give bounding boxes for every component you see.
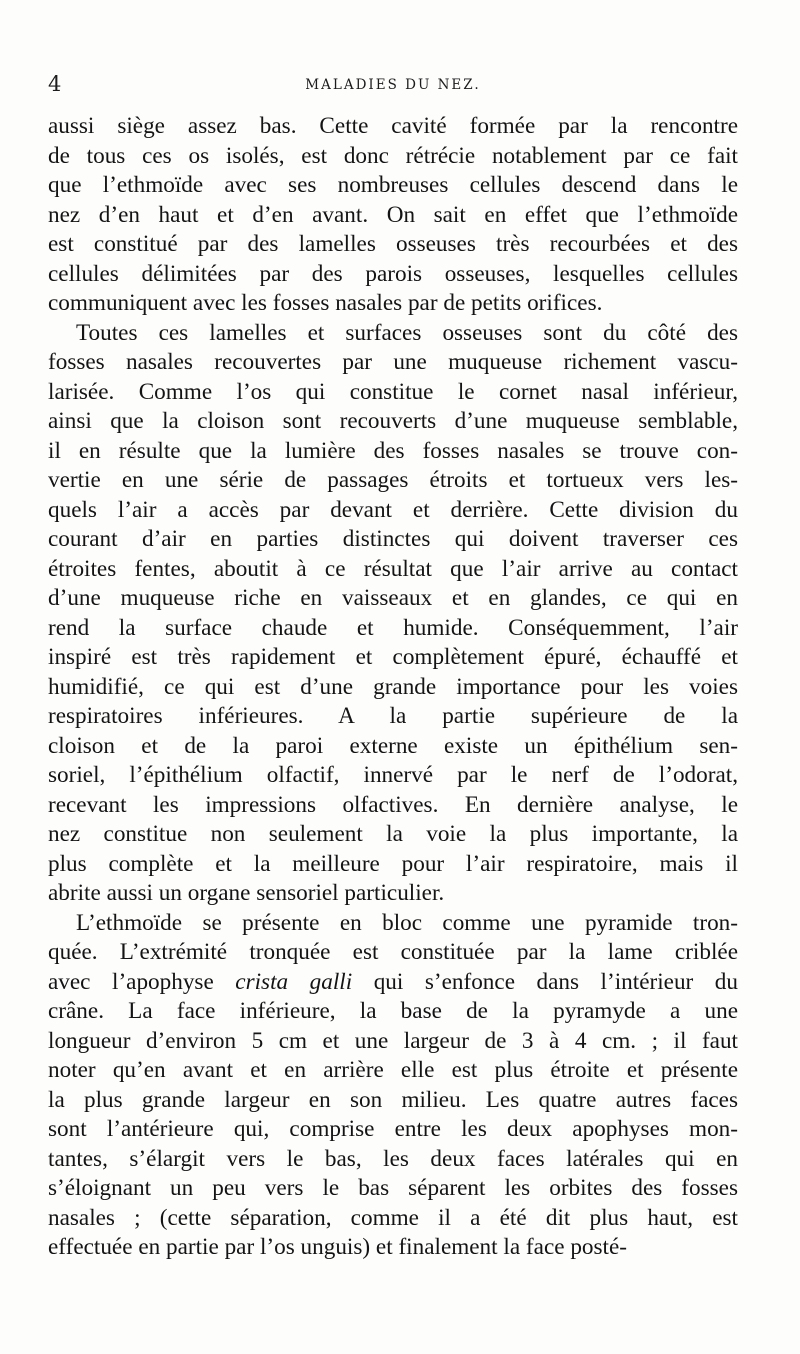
- text-line: vertie en une série de passages étroits et tortueux vers les-: [48, 467, 738, 493]
- text-line: la plus grande largeur en son milieu. Les quatre autres faces: [48, 1086, 738, 1113]
- text-line: est constitué par des lamelles osseuses très recourbées et des: [48, 231, 738, 257]
- text-line: que l’ethmoïde avec ses nombreuses cellules descend dans le: [48, 172, 738, 198]
- text-line: respiratoires inférieures. A la partie supérieure de la: [48, 703, 738, 729]
- text-line: soriel, l’épithélium olfactif, innervé par le nerf de l’odorat,: [48, 762, 738, 788]
- text-line: quels l’air a accès par devant et derrière. Cette division du: [48, 496, 738, 523]
- text-line: inspiré est très rapidement et complètement épuré, échauffé et: [48, 644, 738, 670]
- text-line: noter qu’en avant et en arrière elle est plus étroite et présente: [48, 1057, 738, 1083]
- text-line: nez d’en haut et d’en avant. On sait en effet que l’ethmoïde: [48, 201, 738, 228]
- text-line: aussi siège assez bas. Cette cavité formée par la rencontre: [48, 113, 738, 139]
- text-line: crâne. La face inférieure, la base de la pyramyde a une: [48, 998, 738, 1024]
- text-line: nez constitue non seulement la voie la plus importante, la: [48, 821, 738, 847]
- running-title: MALADIES DU NEZ.: [305, 77, 481, 93]
- text-line: de tous ces os isolés, est donc rétrécie notablement par ce fait: [48, 142, 738, 169]
- text-line: avec l’apophyse crista galli qui s’enfonce dans l’intérieur du: [48, 968, 738, 995]
- text-line: cellules délimitées par des parois osseuses, lesquelles cellules: [48, 260, 738, 287]
- text-line: ainsi que la cloison sont recouverts d’une muqueuse semblable,: [48, 408, 738, 434]
- text-line: communiquent avec les fosses nasales par de petits orifices.: [48, 290, 603, 316]
- text-line: humidifié, ce qui est d’une grande importance pour les voies: [48, 673, 738, 700]
- text-line: il en résulte que la lumière des fosses nasales se trouve con-: [48, 437, 738, 464]
- text-line: d’une muqueuse riche en vaisseaux et en glandes, ce qui en: [48, 585, 738, 611]
- text-line: courant d’air en parties distinctes qui doivent traverser ces: [48, 526, 738, 552]
- page-number: 4: [48, 72, 62, 96]
- text-line: tantes, s’élargit vers le bas, les deux faces latérales qui en: [48, 1145, 738, 1172]
- text-line: nasales ; (cette séparation, comme il a été dit plus haut, est: [48, 1204, 738, 1231]
- text-line: effectuée en partie par l’os unguis) et finalement la face posté-: [48, 1234, 627, 1260]
- text-line: Toutes ces lamelles et surfaces osseuses sont du côté des: [76, 319, 738, 346]
- text-line: cloison et de la paroi externe existe un épithélium sen-: [48, 732, 738, 759]
- text-line: abrite aussi un organe sensoriel particulier.: [48, 880, 445, 906]
- text-line: plus complète et la meilleure pour l’air respiratoire, mais il: [48, 850, 738, 877]
- text-line: étroites fentes, aboutit à ce résultat que l’air arrive au contact: [48, 555, 738, 582]
- text-line: larisée. Comme l’os qui constitue le cornet nasal inférieur,: [48, 378, 738, 405]
- text-line: s’éloignant un peu vers le bas séparent les orbites des fosses: [48, 1175, 738, 1201]
- text-line: longueur d’environ 5 cm et une largeur de 3 à 4 cm. ; il faut: [48, 1027, 738, 1054]
- paragraph: [48, 909, 738, 1263]
- text-line: quée. L’extrémité tronquée est constituée par la lame criblée: [48, 939, 738, 965]
- body-text: [48, 112, 738, 1263]
- page-header: [48, 72, 738, 102]
- paragraph: [48, 112, 738, 319]
- text-line: fosses nasales recouvertes par une muqueuse richement vascu-: [48, 349, 738, 375]
- paragraph: [48, 319, 738, 909]
- text-line: rend la surface chaude et humide. Conséquemment, l’air: [48, 614, 738, 641]
- text-line: L’ethmoïde se présente en bloc comme une pyramide tron-: [76, 909, 738, 936]
- text-line: sont l’antérieure qui, comprise entre les deux apophyses mon-: [48, 1116, 738, 1142]
- text-line: recevant les impressions olfactives. En dernière analyse, le: [48, 791, 738, 818]
